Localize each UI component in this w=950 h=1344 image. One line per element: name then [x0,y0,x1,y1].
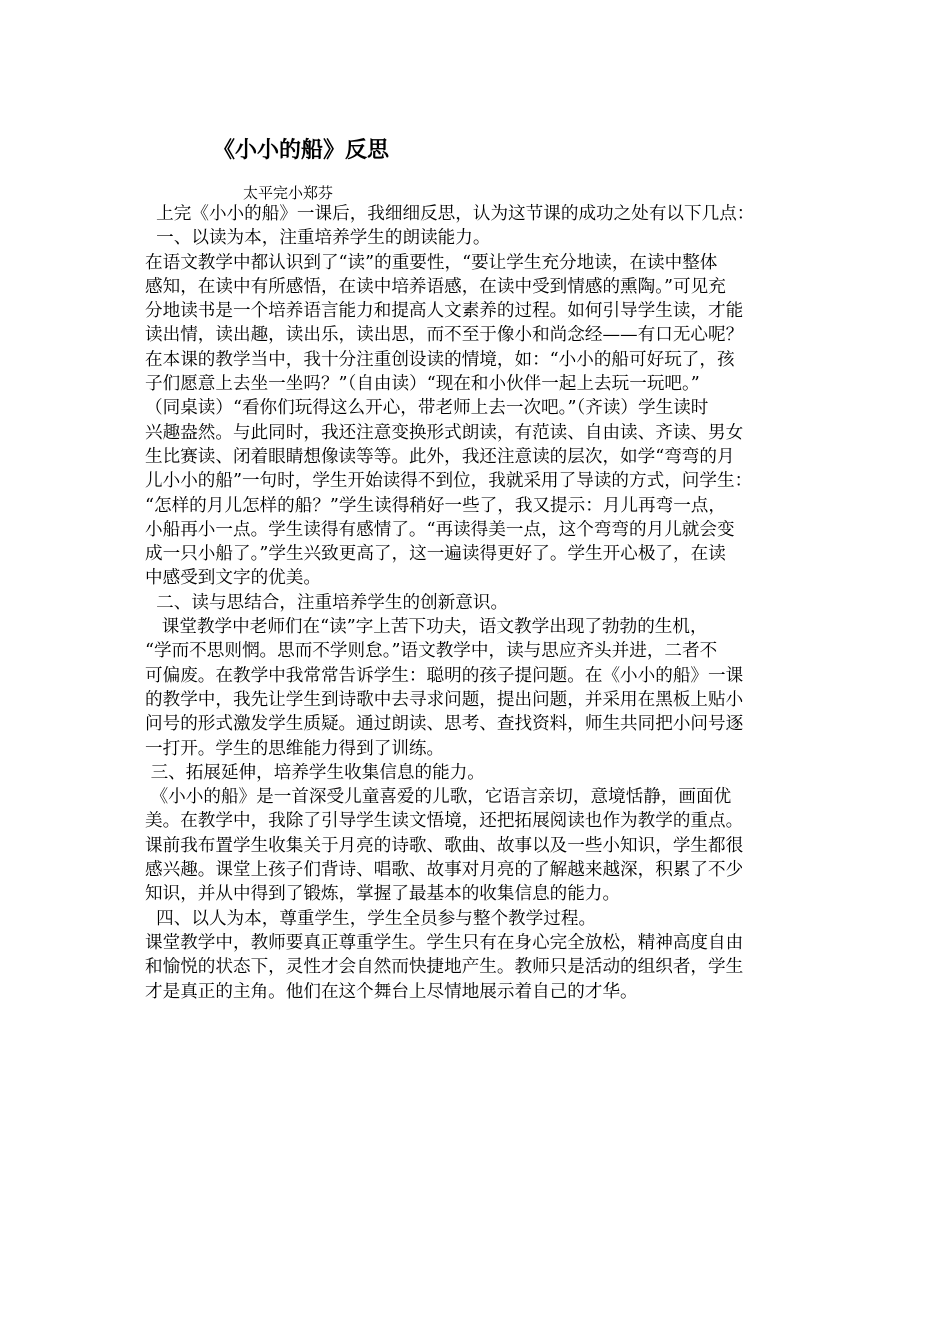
text-line: 在本课的教学当中，我十分注重创设读的情境，如：“小小的船可好玩了，孩 [145,349,735,370]
text-line: 课堂教学中，教师要真正尊重学生。学生只有在身心完全放松，精神高度自由 [145,932,744,953]
text-line: 《小小的船》是一首深受儿童喜爱的儿歌，它语言亲切，意境恬静，画面优 [145,787,732,808]
text-line: 成一只小船了。”学生兴致更高了，这一遍读得更好了。学生开心极了，在读 [145,544,726,565]
document-title: 《小小的船》反思 [213,138,390,163]
text-line: 子们愿意上去坐一坐吗？”（自由读）“现在和小伙伴一起上去玩一玩吧。” [145,374,700,395]
text-line: 分地读书是一个培养语言能力和提高人文素养的过程。如何引导学生读，才能 [145,301,744,322]
document-author: 太平完小郑芬 [243,184,334,202]
text-line: 知识，并从中得到了锻炼，掌握了最基本的收集信息的能力。 [145,884,621,905]
text-line: 读出情，读出趣，读出乐，读出思，而不至于像小和尚念经——有口无心呢？ [145,325,744,346]
text-line: 儿小小的船”一句时，学生开始读得不到位，我就采用了导读的方式，问学生： [145,471,753,492]
text-line: “怎样的月儿怎样的船？”学生读得稍好一些了，我又提示：月儿再弯一点， [145,495,726,516]
text-line: 中感受到文字的优美。 [145,568,321,589]
text-line: 感兴趣。课堂上孩子们背诗、唱歌、故事对月亮的了解越来越深，积累了不少 [145,860,744,881]
text-line: 上完《小小的船》一课后，我细细反思，认为这节课的成功之处有以下几点： [145,204,755,224]
text-line: 才是真正的主角。他们在这个舞台上尽情地展示着自己的才华。 [145,981,638,1002]
text-line: 和愉悦的状态下，灵性才会自然而快捷地产生。教师只是活动的组织者，学生 [145,957,744,978]
text-line: 小船再小一点。学生读得有感情了。“再读得美一点，这个弯弯的月儿就会变 [145,519,735,540]
text-line: 的教学中，我先让学生到诗歌中去寻求问题，提出问题，并采用在黑板上贴小 [145,689,744,710]
text-line: 三、拓展延伸，培养学生收集信息的能力。 [145,762,485,783]
text-line: 美。在教学中，我除了引导学生读文悟境，还把拓展阅读也作为教学的重点。 [145,811,744,832]
text-line: 一、以读为本，注重培养学生的朗读能力。 [145,228,491,249]
text-line: 兴趣盎然。与此同时，我还注意变换形式朗读，有范读、自由读、齐读、男女 [145,422,744,443]
text-line: 问号的形式激发学生质疑。通过朗读、思考、查找资料，师生共同把小问号逐 [145,714,744,735]
text-line: 四、以人为本，尊重学生，学生全员参与整个教学过程。 [145,908,597,929]
text-line: 在语文教学中都认识到了“读”的重要性，“要让学生充分地读，在读中整体 [145,252,718,273]
text-line: 课前我布置学生收集关于月亮的诗歌、歌曲、故事以及一些小知识，学生都很 [145,835,744,856]
text-line: 感知，在读中有所感悟，在读中培养语感，在读中受到情感的熏陶。”可见充 [145,276,726,297]
text-line: 生比赛读、闭着眼睛想像读等等。此外，我还注意读的层次，如学“弯弯的月 [145,446,735,467]
text-line: “学而不思则惘。思而不学则怠。”语文教学中，读与思应齐头并进，二者不 [145,641,718,662]
text-line: 一打开。学生的思维能力得到了训练。 [145,738,445,759]
text-line: （同桌读）“看你们玩得这么开心，带老师上去一次吧。”（齐读）学生读时 [145,398,709,419]
text-line: 可偏废。在教学中我常常告诉学生：聪明的孩子提问题。在《小小的船》一课 [145,665,744,686]
document-body [145,202,817,1004]
text-line: 课堂教学中老师们在“读”字上苦下功夫，语文教学出现了勃勃的生机， [145,617,708,638]
text-line: 二、读与思结合，注重培养学生的创新意识。 [145,592,509,613]
